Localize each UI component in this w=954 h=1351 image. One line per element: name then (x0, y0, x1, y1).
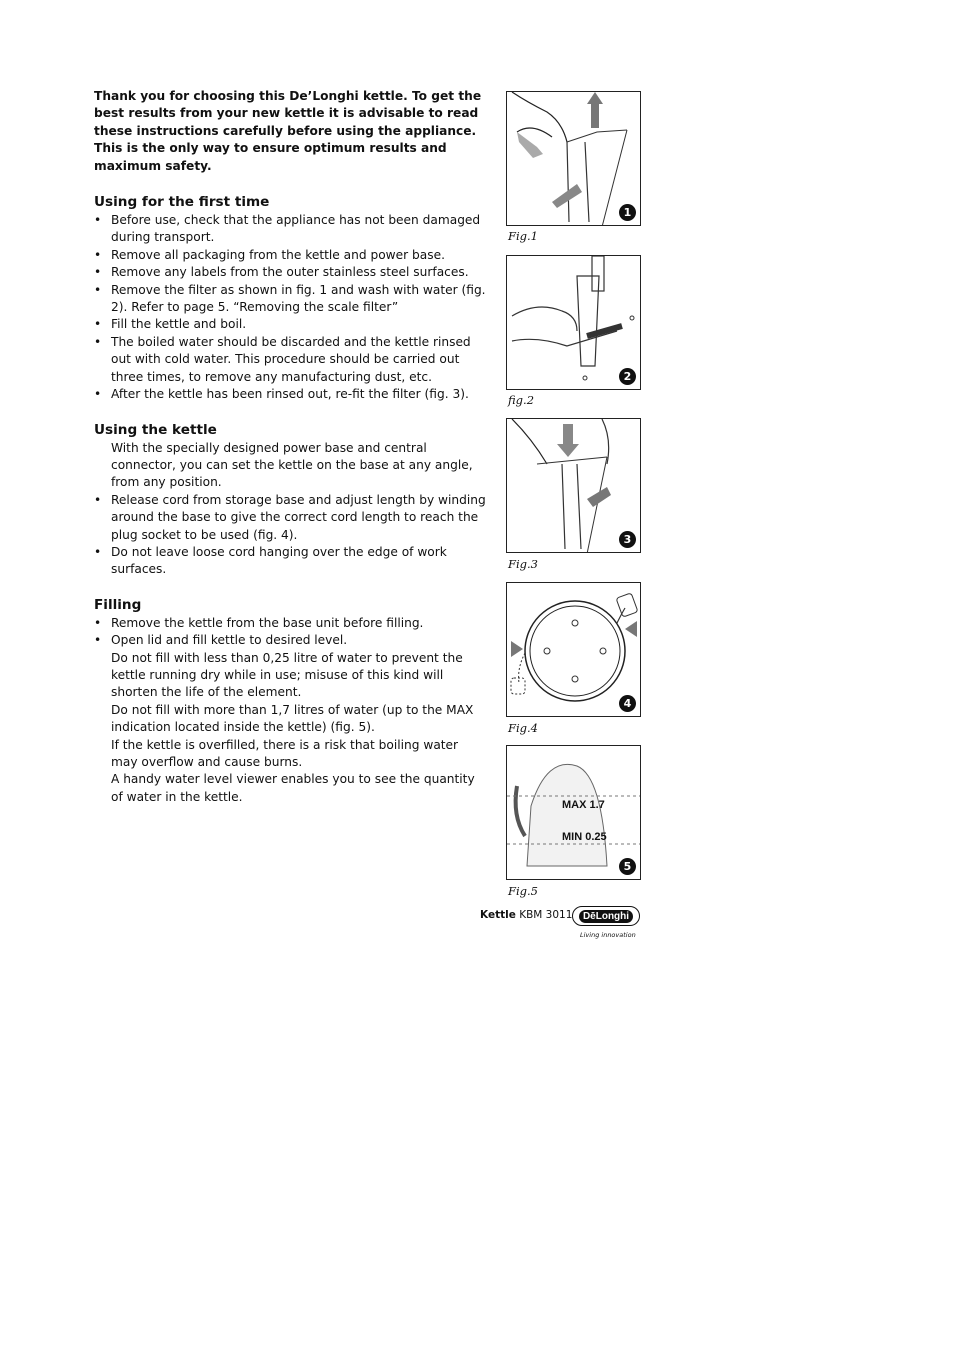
arrow-right-icon (511, 641, 523, 657)
figure-2-caption: fig.2 (508, 393, 535, 407)
arrow-down-icon (557, 424, 579, 457)
list-item: • Do not leave loose cord hanging over the edge of work surfaces. (94, 544, 488, 579)
list-item: • Remove the filter as shown in fig. 1 and wash with water (fig. 2). Refer to page 5. “Removing the scale filter” (94, 282, 488, 317)
using-kettle-list (94, 440, 488, 579)
first-time-list (94, 212, 488, 403)
list-item: • Remove the kettle from the base unit before filling. (94, 615, 488, 632)
instructions-column (94, 88, 488, 823)
list-item: If the kettle is overfilled, there is a risk that boiling water may overflow and cause burns. (111, 737, 459, 769)
list-item: Do not fill with more than 1,7 litres of water (up to the MAX indication located inside the kettle) (fig. 5). (111, 702, 474, 735)
arrow-left-icon (625, 621, 637, 637)
figure-3-caption: Fig.3 (508, 557, 538, 571)
figure-5-caption: Fig.5 (508, 884, 538, 898)
arrow-left-icon (587, 487, 611, 507)
section-heading-filling: Filling (94, 596, 142, 613)
brand-logo (572, 906, 640, 926)
list-item: With the specially designed power base and central connector, you can set the kettle on the base at any angle, from any position. (111, 440, 473, 490)
list-item: • Open lid and fill kettle to desired level. (94, 632, 488, 649)
arrow-down-right-icon (517, 132, 543, 158)
model-line (480, 909, 572, 921)
list-item: • The boiled water should be discarded and the kettle rinsed out with cold water. This procedure should be carried out three times, to remove any manufacturing dust, etc. (94, 334, 488, 386)
list-item: • Before use, check that the appliance has not been damaged during transport. (94, 212, 488, 247)
figure-2-wash-filter (506, 255, 641, 390)
page-footer (480, 906, 645, 946)
filling-list (94, 615, 488, 806)
product-name: Kettle (480, 909, 516, 921)
arrow-up-icon (587, 92, 603, 128)
intro-paragraph: Thank you for choosing this De’Longhi kettle. To get the best results from your new kettle it is advisable to read these instructions carefully before using the appliance. This is the only way to ensure optimum results and maximum safety. (94, 89, 482, 173)
list-item: • Fill the kettle and boil. (94, 316, 488, 333)
list-item: Do not fill with less than 0,25 litre of water to prevent the kettle running dry while in use; misuse of this kind will shorten the life of the element. (111, 650, 463, 700)
list-item: • After the kettle has been rinsed out, re-fit the filter (fig. 3). (94, 386, 488, 403)
model-number: KBM 3011 (519, 909, 573, 921)
figure-number-badge: 1 (619, 204, 636, 221)
figure-number-badge: 5 (619, 858, 636, 875)
list-item: • Remove all packaging from the kettle and power base. (94, 247, 488, 264)
figure-number-badge: 2 (619, 368, 636, 385)
arrow-up-right-icon (552, 184, 582, 208)
figure-number-badge: 3 (619, 531, 636, 548)
figure-number-badge: 4 (619, 695, 636, 712)
min-level-label: MIN 0.25 (562, 831, 607, 843)
list-item: • Remove any labels from the outer stainless steel surfaces. (94, 264, 488, 281)
figure-3-refit-filter (506, 418, 641, 553)
section-heading-using-kettle: Using the kettle (94, 421, 217, 438)
section-heading-first-time: Using for the first time (94, 194, 270, 211)
figure-1-remove-filter (506, 91, 641, 226)
figure-4-caption: Fig.4 (508, 721, 538, 735)
brand-tagline: Living innovation (580, 931, 636, 939)
figure-1-caption: Fig.1 (508, 229, 538, 243)
figure-5-water-level (506, 745, 641, 880)
list-item: A handy water level viewer enables you to see the quantity of water in the kettle. (111, 772, 475, 804)
max-level-label: MAX 1.7 (562, 799, 605, 811)
list-item: • Release cord from storage base and adjust length by winding around the base to give the correct cord length to reach the plug socket to be used (fig. 4). (94, 492, 488, 544)
figure-4-power-base-cord (506, 582, 641, 717)
brand-name: DēLonghi (579, 910, 633, 923)
